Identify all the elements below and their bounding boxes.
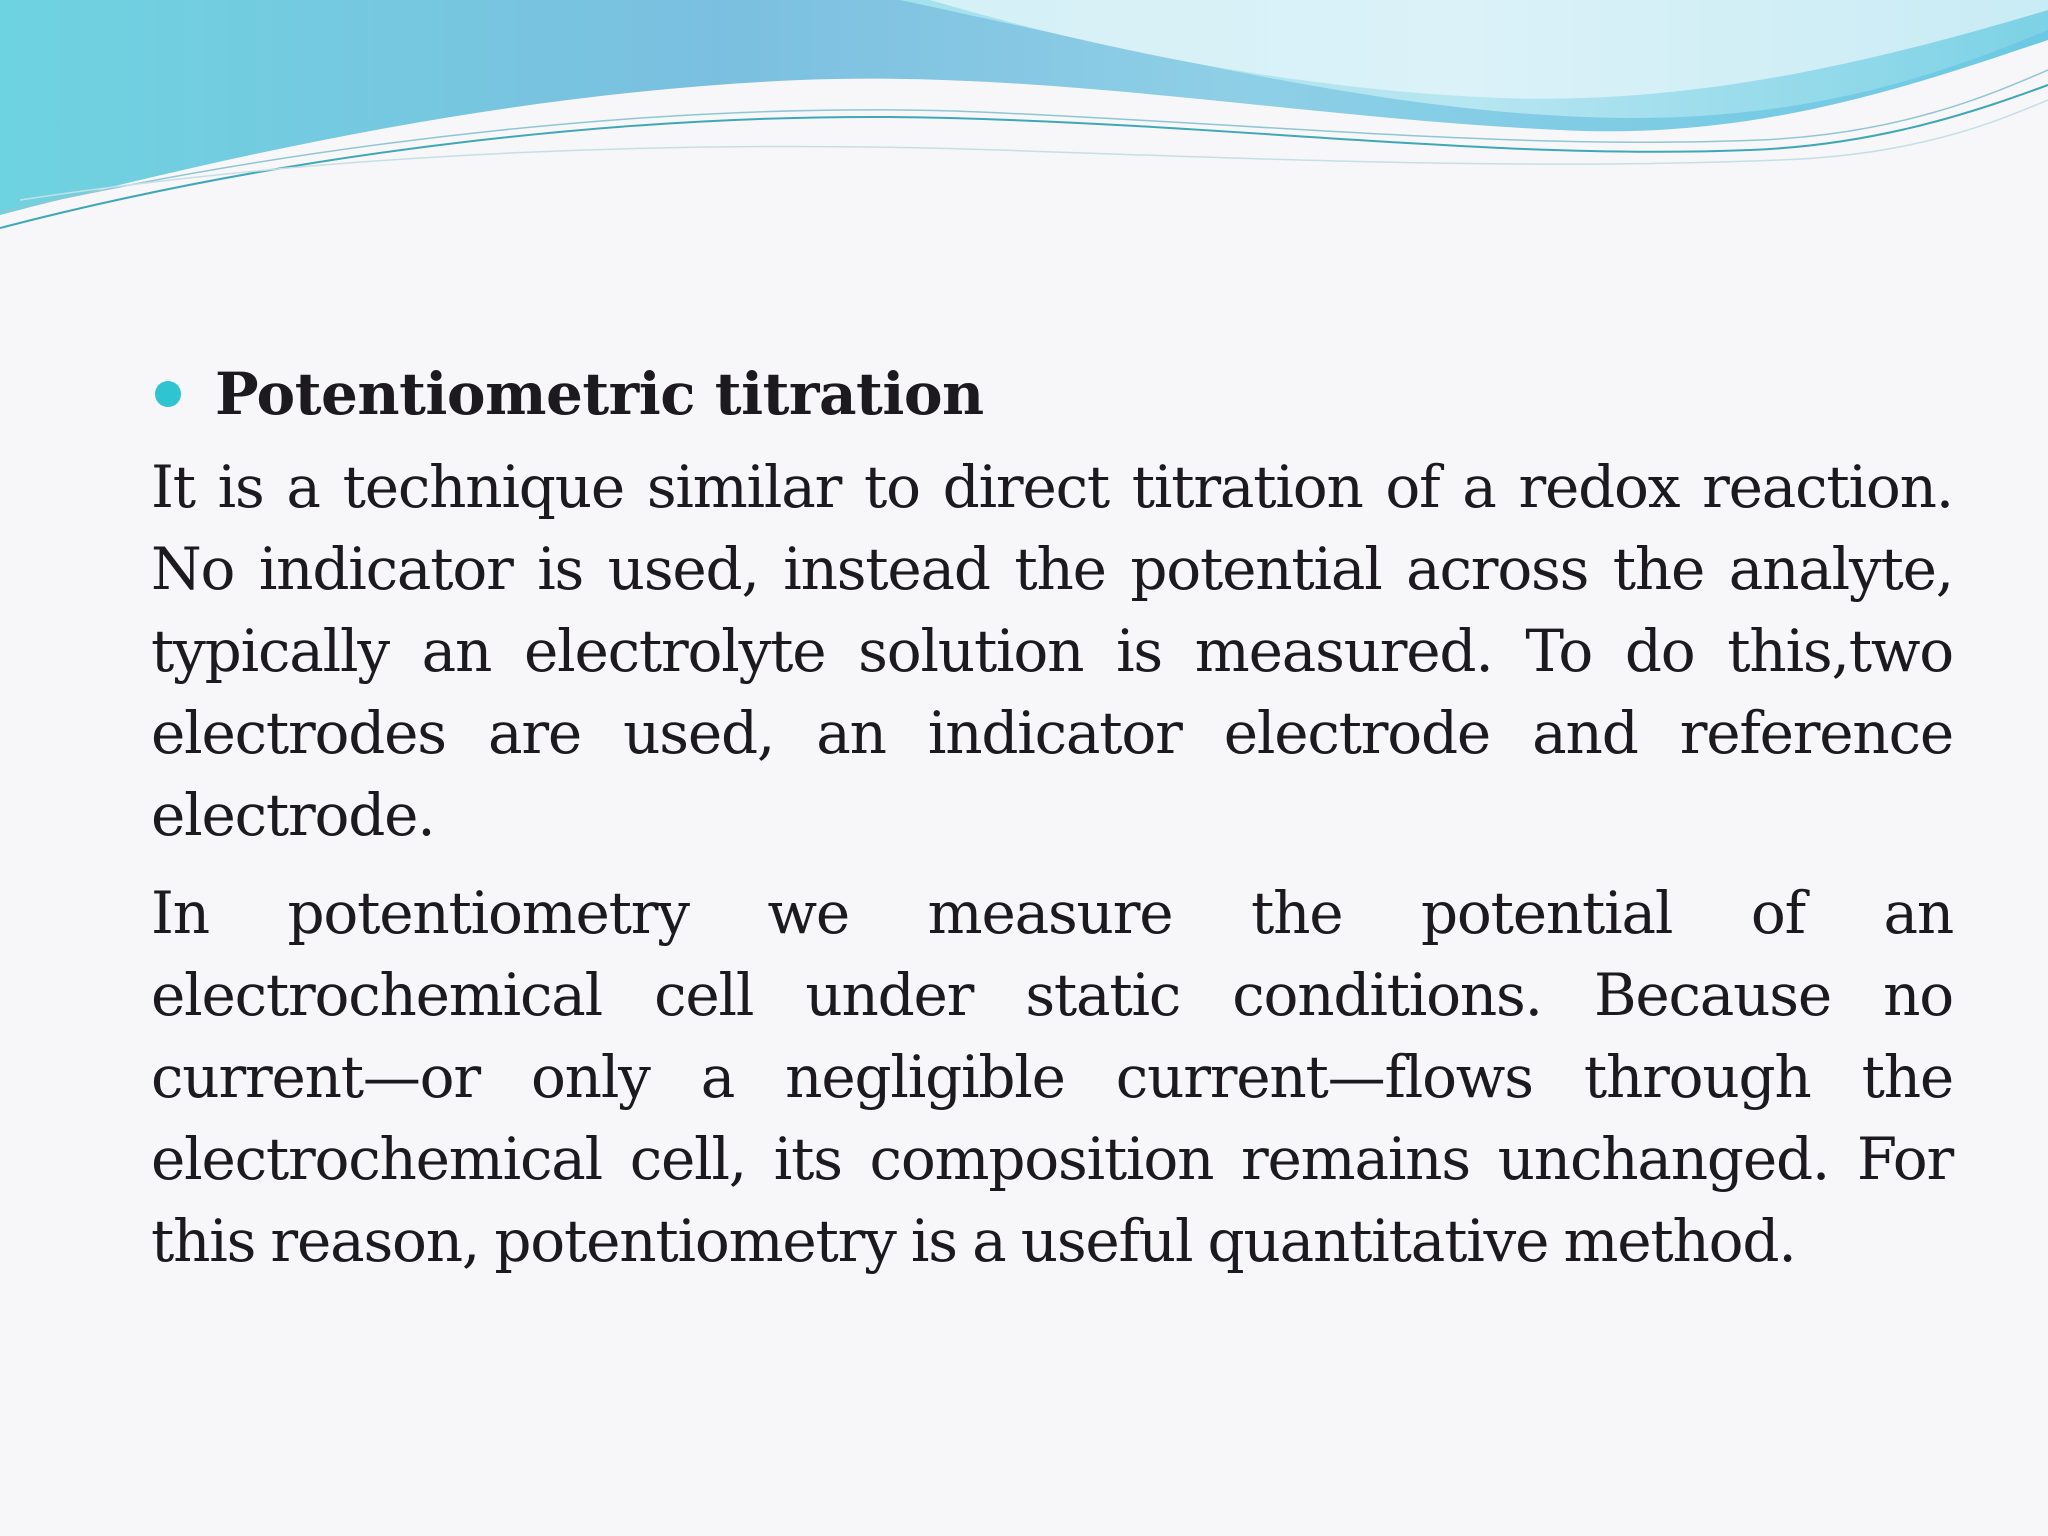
slide-content bbox=[151, 348, 1953, 1282]
wave-header-decoration bbox=[0, 0, 2048, 240]
body-paragraph: It is a technique similar to direct titration of a redox reaction. No indicator is used, instead the potential across the analyte, typically an electrolyte solution is measured. To do this,two electrodes are used, an indicator electrode and reference electrode. bbox=[151, 453, 1953, 849]
bullet-heading: Potentiometric titration bbox=[215, 360, 984, 428]
body-paragraph: In potentiometry we measure the potential of an electrochemical cell under static conditions. Because no current—or only a negligible current—flows through the electrochemical cell, its composition remains unchanged. For this reason, potentiometry is a useful quantitative method. bbox=[151, 879, 1953, 1275]
bullet-icon bbox=[155, 381, 181, 407]
bullet-item bbox=[151, 348, 1953, 440]
